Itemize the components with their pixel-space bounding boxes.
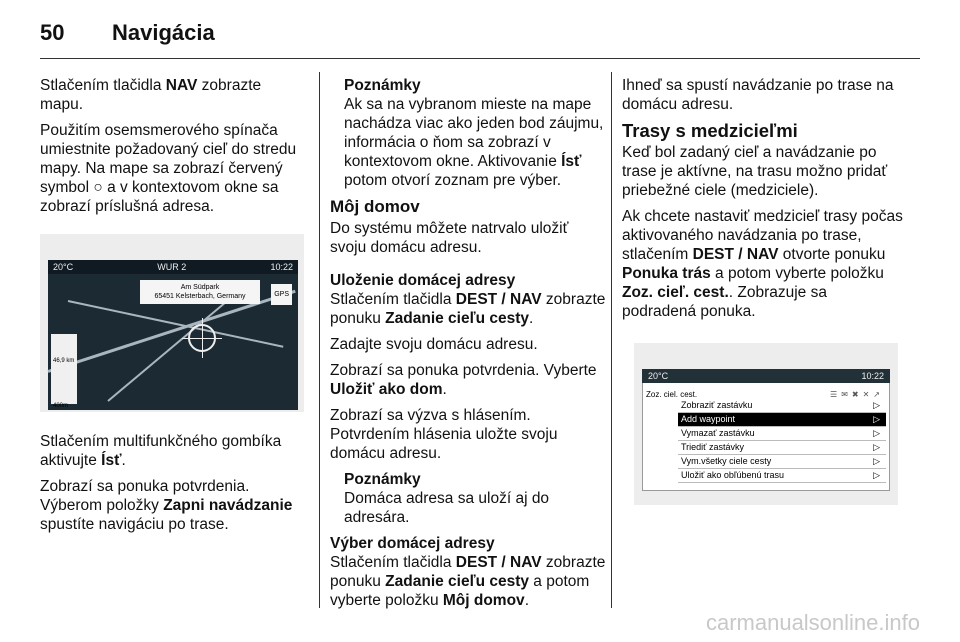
menu-item-label: Zobraziť zastávku [681, 400, 753, 410]
paragraph: Zobrazí sa ponuka potvrdenia. Výberom položky Zapni navádzanie spustíte navigáciu po trase. [40, 478, 293, 533]
menu-subtitle: Zoz. ciel. cest. [646, 390, 698, 399]
paragraph: Stlačením tlačidla DEST / NAV zobrazte ponuku Zadanie cieľu cesty. [330, 291, 606, 327]
column-divider [319, 72, 320, 608]
page-header [40, 18, 215, 48]
menu-item[interactable] [678, 441, 886, 455]
paragraph: Do systému môžete natrvalo uložiť svoju domácu adresu. [330, 220, 569, 256]
column-1 [40, 76, 304, 541]
header-rule [40, 58, 920, 59]
menu-item[interactable] [678, 469, 886, 483]
subsection-heading: Výber domácej adresy [330, 535, 495, 552]
chevron-right-icon: ▷ [873, 414, 880, 424]
map-status-bar [48, 260, 298, 274]
menu-item-label: Triediť zastávky [681, 442, 745, 452]
chevron-right-icon: ▷ [873, 456, 880, 466]
status-icons: ☰✉✖✕↗ [830, 390, 884, 399]
section-heading: Môj domov [330, 197, 420, 216]
paragraph: Stlačením tlačidla NAV zobrazte mapu. [40, 77, 262, 113]
temperature: 20°C [53, 262, 74, 272]
menu-screenshot [634, 343, 898, 505]
menu-item-label: Vym.všetky ciele cesty [681, 456, 772, 466]
paragraph: Ihneď sa spustí navádzanie po trase na domácu adresu. [622, 77, 894, 113]
address-popup: Am Südpark 65451 Kelsterbach, Germany [140, 280, 260, 304]
column-3 [622, 76, 904, 505]
temperature: 20°C [648, 371, 669, 381]
section-heading: Trasy s medzicieľmi [622, 120, 798, 141]
paragraph: Zobrazí sa výzva s hlásením. Potvrdením hlásenia uložte svoju domácu adresu. [330, 407, 558, 462]
menu-item[interactable] [678, 413, 886, 427]
scale: 400m [53, 403, 69, 409]
paragraph: Zobrazí sa ponuka potvrdenia. Vyberte Uložiť ako dom. [330, 362, 597, 398]
menu-item[interactable] [678, 399, 886, 413]
menu-item-label: Vymazať zastávku [681, 428, 755, 438]
note: Poznámky Domáca adresa sa uloží aj do adresára. [344, 471, 550, 526]
chevron-right-icon: ▷ [873, 442, 880, 452]
crosshair-icon [188, 324, 216, 352]
chevron-right-icon: ▷ [873, 428, 880, 438]
clock: 10:22 [270, 262, 293, 272]
column-2 [330, 76, 606, 617]
map-screenshot [40, 234, 304, 412]
menu-item-label: Uložiť ako obľúbenú trasu [681, 470, 785, 480]
map-side-panel [51, 334, 77, 409]
chevron-right-icon: ▷ [873, 400, 880, 410]
menu-item[interactable] [678, 427, 886, 441]
paragraph: Použitím osemsmerového spínača umiestnite požadovaný cieľ do stredu mapy. Na mape sa zobrazí červený symbol ○ a v kontextovom okne sa zobrazí príslušná adresa. [40, 122, 297, 215]
menu-item[interactable] [678, 455, 886, 469]
subsection-heading: Uloženie domácej adresy [330, 272, 516, 289]
paragraph: Keď bol zadaný cieľ a navádzanie po trase je aktívne, na trasu možno pridať priebežné ciele (medziciele). [622, 144, 888, 199]
menu-status-bar [642, 369, 890, 383]
watermark: carmanualsonline.info [705, 610, 920, 635]
paragraph: Stlačením multifunkčného gombíka aktivujte Ísť. [40, 433, 282, 469]
menu-item-label: Add waypoint [681, 414, 736, 424]
note: Poznámky Ak sa na vybranom mieste na mape nachádza viac ako jeden bod záujmu, informácia o ňom sa zobrazí v kontextovom okne. Aktivovanie Ísť potom otvorí zoznam pre výber. [344, 77, 604, 189]
paragraph: Zadajte svoju domácu adresu. [330, 336, 538, 353]
page-title: Navigácia [112, 20, 215, 45]
paragraph: Stlačením tlačidla DEST / NAV zobrazte ponuku Zadanie cieľu cesty a potom vyberte položku Môj domov. [330, 554, 606, 609]
distance: 46,9 km [53, 358, 75, 364]
street-name: WUR 2 [157, 262, 187, 272]
page-number: 50 [40, 20, 65, 45]
waypoint-menu-list [678, 399, 886, 483]
column-divider [611, 72, 612, 608]
clock: 10:22 [861, 371, 884, 381]
paragraph: Ak chcete nastaviť medzicieľ trasy počas aktivovaného navádzania po trase, stlačením DEST / NAV otvorte ponuku Ponuka trás a potom vyberte položku Zoz. cieľ. cest.. Zobrazuje sa podradená ponuka. [622, 208, 903, 320]
gps-badge: GPS [271, 284, 292, 305]
chevron-right-icon: ▷ [873, 470, 880, 480]
